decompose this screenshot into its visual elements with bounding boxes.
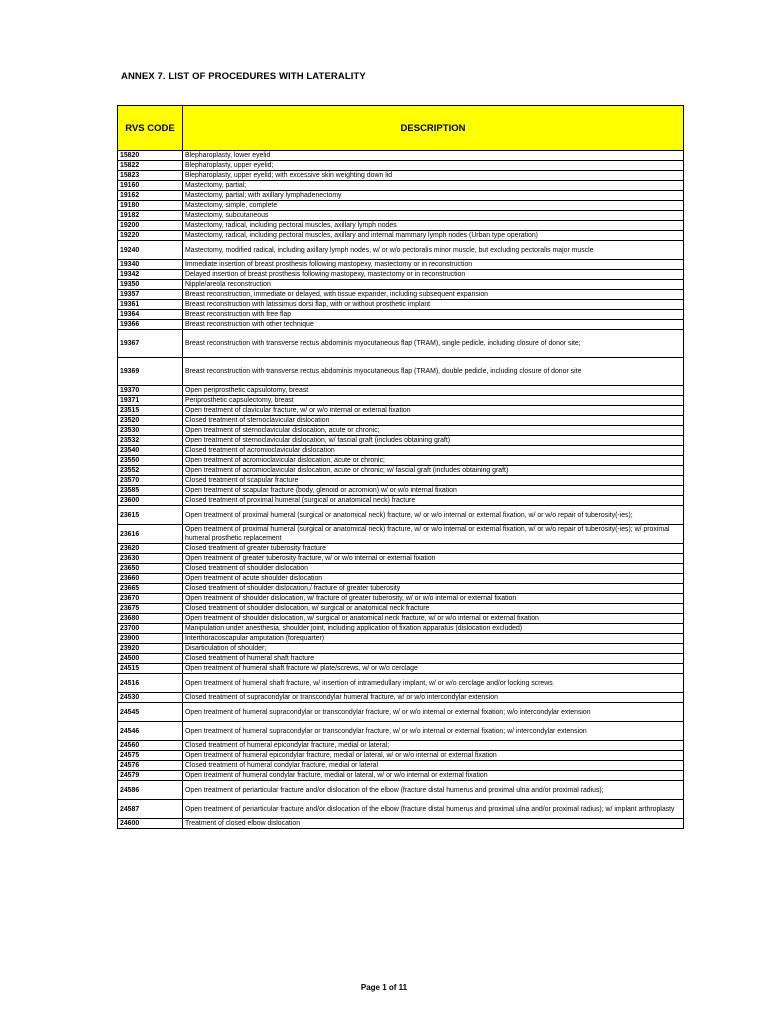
rvs-code-cell: 19180: [118, 201, 183, 211]
rvs-code-cell: 23615: [118, 506, 183, 525]
description-cell: Open treatment of humeral epicondylar fracture, medial or lateral, w/ or w/o internal or external fixation: [183, 751, 684, 761]
table-row: [118, 644, 684, 654]
table-row: [118, 584, 684, 594]
rvs-code-cell: 23900: [118, 634, 183, 644]
rvs-code-cell: 24500: [118, 654, 183, 664]
description-cell: Blepharoplasty, upper eyelid;: [183, 161, 684, 171]
table-row: [118, 486, 684, 496]
description-cell: Interthoracoscapular amputation (forequarter): [183, 634, 684, 644]
rvs-code-cell: 24560: [118, 741, 183, 751]
description-cell: Mastectomy, simple, complete: [183, 201, 684, 211]
table-row: [118, 771, 684, 781]
header-description: DESCRIPTION: [183, 106, 684, 151]
description-cell: Open treatment of periarticular fracture and/or dislocation of the elbow (fracture distal humerus and proximal ulna and/or proximal radius);: [183, 781, 684, 800]
description-cell: Delayed insertion of breast prosthesis following mastopexy, mastectomy or in reconstruction: [183, 270, 684, 280]
table-row: [118, 466, 684, 476]
rvs-code-cell: 19357: [118, 290, 183, 300]
description-cell: Closed treatment of acromioclavicular dislocation: [183, 446, 684, 456]
table-row: [118, 544, 684, 554]
rvs-code-cell: 23532: [118, 436, 183, 446]
table-row: [118, 221, 684, 231]
description-cell: Open treatment of acute shoulder dislocation: [183, 574, 684, 584]
description-cell: Open treatment of humeral supracondylar or transcondylar fracture, w/ or w/o internal or external fixation; w/o intercondylar extension: [183, 703, 684, 722]
page-number: Page 1 of 11: [360, 983, 408, 992]
description-cell: Open treatment of shoulder dislocation, w/ fracture of greater tuberosity, w/ or w/o internal or external fixation: [183, 594, 684, 604]
table-row: [118, 554, 684, 564]
table-row: [118, 231, 684, 241]
description-cell: Mastectomy, radical, including pectoral muscles, axillary lymph nodes: [183, 221, 684, 231]
table-row: [118, 151, 684, 161]
rvs-code-cell: 24516: [118, 674, 183, 693]
rvs-code-cell: 15820: [118, 151, 183, 161]
rvs-code-cell: 24587: [118, 800, 183, 819]
rvs-code-cell: 19200: [118, 221, 183, 231]
description-cell: Periprosthetic capsulectomy, breast: [183, 396, 684, 406]
rvs-code-cell: 23675: [118, 604, 183, 614]
table-row: [118, 456, 684, 466]
description-cell: Breast reconstruction with transverse rectus abdominis myocutaneous flap (TRAM), double pedicle, including closure of donor site: [183, 358, 684, 386]
description-cell: Manipulation under anesthesia, shoulder joint, including application of fixation apparatus (dislocation excluded): [183, 624, 684, 634]
description-cell: Open treatment of sternoclavicular dislocation, acute or chronic;: [183, 426, 684, 436]
description-cell: Open treatment of scapular fracture (body, glenoid or acromion) w/ or w/o internal fixation: [183, 486, 684, 496]
rvs-code-cell: 23680: [118, 614, 183, 624]
rvs-code-cell: 19340: [118, 260, 183, 270]
table-row: [118, 386, 684, 396]
description-cell: Closed treatment of shoulder dislocation: [183, 564, 684, 574]
table-row: [118, 564, 684, 574]
table-row: [118, 426, 684, 436]
description-cell: Open treatment of sternoclavicular dislocation, w/ fascial graft (includes obtaining graft): [183, 436, 684, 446]
table-row: [118, 506, 684, 525]
rvs-code-cell: 23650: [118, 564, 183, 574]
table-row: [118, 614, 684, 624]
rvs-code-cell: 15822: [118, 161, 183, 171]
table-row: [118, 416, 684, 426]
table-row: [118, 290, 684, 300]
rvs-code-cell: 23630: [118, 554, 183, 564]
table-row: [118, 496, 684, 506]
description-cell: Closed treatment of proximal humeral (surgical or anatomical neck) fracture: [183, 496, 684, 506]
rvs-code-cell: 19367: [118, 330, 183, 358]
table-row: [118, 594, 684, 604]
description-cell: Open periprosthetic capsulotomy, breast: [183, 386, 684, 396]
table-row: [118, 664, 684, 674]
description-cell: Breast reconstruction, immediate or delayed, with tissue expander, including subsequent expansion: [183, 290, 684, 300]
rvs-code-cell: 19220: [118, 231, 183, 241]
rvs-code-cell: 23620: [118, 544, 183, 554]
description-cell: Open treatment of acromioclavicular dislocation, acute or chronic; w/ fascial graft (includes obtaining graft): [183, 466, 684, 476]
rvs-code-cell: 23670: [118, 594, 183, 604]
rvs-code-cell: 23600: [118, 496, 183, 506]
table-row: [118, 674, 684, 693]
table-row: [118, 270, 684, 280]
rvs-code-cell: 24545: [118, 703, 183, 722]
table-row: [118, 181, 684, 191]
rvs-code-cell: 24530: [118, 693, 183, 703]
description-cell: Blepharoplasty, upper eyelid; with excessive skin weighting down lid: [183, 171, 684, 181]
rvs-code-cell: 23665: [118, 584, 183, 594]
rvs-code-cell: 23515: [118, 406, 183, 416]
description-cell: Closed treatment of supracondylar or transcondylar humeral fracture, w/ or w/o intercondylar extension: [183, 693, 684, 703]
table-row: [118, 634, 684, 644]
description-cell: Open treatment of greater tuberosity fracture, w/ or w/o internal or external fixation: [183, 554, 684, 564]
description-cell: Breast reconstruction with other technique: [183, 320, 684, 330]
rvs-code-cell: 19182: [118, 211, 183, 221]
description-cell: Blepharoplasty, lower eyelid: [183, 151, 684, 161]
rvs-code-cell: 23520: [118, 416, 183, 426]
header-rvs-code: RVS CODE: [118, 106, 183, 151]
description-cell: Mastectomy, subcutaneous: [183, 211, 684, 221]
table-row: [118, 800, 684, 819]
table-row: [118, 436, 684, 446]
rvs-code-cell: 23570: [118, 476, 183, 486]
rvs-code-cell: 23585: [118, 486, 183, 496]
rvs-code-cell: 19366: [118, 320, 183, 330]
rvs-code-cell: 19364: [118, 310, 183, 320]
table-row: [118, 693, 684, 703]
table-row: [118, 751, 684, 761]
description-cell: Closed treatment of shoulder dislocation, w/ surgical or anatomical neck fracture: [183, 604, 684, 614]
description-cell: Open treatment of acromioclavicular dislocation, acute or chronic;: [183, 456, 684, 466]
table-row: [118, 320, 684, 330]
rvs-code-cell: 19160: [118, 181, 183, 191]
rvs-code-cell: 19162: [118, 191, 183, 201]
rvs-code-cell: 23552: [118, 466, 183, 476]
rvs-code-cell: 23530: [118, 426, 183, 436]
description-cell: Open treatment of periarticular fracture and/or dislocation of the elbow (fracture distal humerus and proximal ulna and/or proximal radius); w/ implant arthroplasty: [183, 800, 684, 819]
table-row: [118, 525, 684, 544]
table-row: [118, 476, 684, 486]
table-row: [118, 201, 684, 211]
table-row: [118, 358, 684, 386]
table-body: [118, 151, 684, 829]
rvs-code-cell: 19361: [118, 300, 183, 310]
table-row: [118, 406, 684, 416]
rvs-code-cell: 19369: [118, 358, 183, 386]
rvs-code-cell: 24600: [118, 819, 183, 829]
rvs-code-cell: 24586: [118, 781, 183, 800]
description-cell: Closed treatment of humeral epicondylar fracture, medial or lateral;: [183, 741, 684, 751]
description-cell: Open treatment of proximal humeral (surgical or anatomical neck) fracture, w/ or w/o internal or external fixation, w/ or w/o repair of tuberosity(-ies);: [183, 506, 684, 525]
description-cell: Treatment of closed elbow dislocation: [183, 819, 684, 829]
description-cell: Open treatment of humeral shaft fracture w/ plate/screws, w/ or w/o cerclage: [183, 664, 684, 674]
description-cell: Open treatment of shoulder dislocation, w/ surgical or anatomical neck fracture, w/ or w/o internal or external fixation: [183, 614, 684, 624]
table-row: [118, 260, 684, 270]
table-row: [118, 446, 684, 456]
description-cell: Open treatment of proximal humeral (surgical or anatomical neck) fracture, w/ or w/o internal or external fixation, w/ or w/o repair of tuberosity(-ies); w/ proximal humeral prosthetic replacement: [183, 525, 684, 544]
description-cell: Closed treatment of sternoclavicular dislocation: [183, 416, 684, 426]
description-cell: Open treatment of humeral shaft fracture, w/ insertion of intramedullary implant, w/ or w/o cerclage and/or locking screws: [183, 674, 684, 693]
table-row: [118, 741, 684, 751]
table-row: [118, 280, 684, 290]
table-row: [118, 819, 684, 829]
rvs-code-cell: 19350: [118, 280, 183, 290]
description-cell: Open treatment of humeral supracondylar or transcondylar fracture, w/ or w/o internal or external fixation; w/ intercondylar extension: [183, 722, 684, 741]
description-cell: Disarticulation of shoulder;: [183, 644, 684, 654]
table-row: [118, 191, 684, 201]
table-row: [118, 604, 684, 614]
rvs-code-cell: 24546: [118, 722, 183, 741]
procedures-table: [117, 105, 684, 829]
table-row: [118, 703, 684, 722]
rvs-code-cell: 19342: [118, 270, 183, 280]
rvs-code-cell: 23700: [118, 624, 183, 634]
description-cell: Breast reconstruction with latissimus dorsi flap, with or without prosthetic implant: [183, 300, 684, 310]
description-cell: Breast reconstruction with free flap: [183, 310, 684, 320]
rvs-code-cell: 19240: [118, 241, 183, 260]
description-cell: Closed treatment of greater tuberosity fracture: [183, 544, 684, 554]
table-row: [118, 761, 684, 771]
description-cell: Open treatment of clavicular fracture, w/ or w/o internal or external fixation: [183, 406, 684, 416]
table-row: [118, 574, 684, 584]
rvs-code-cell: 19371: [118, 396, 183, 406]
description-cell: Closed treatment of humeral condylar fracture, medial or lateral: [183, 761, 684, 771]
description-cell: Mastectomy, partial; with axillary lymphadenectomy: [183, 191, 684, 201]
description-cell: Closed treatment of humeral shaft fracture: [183, 654, 684, 664]
description-cell: Mastectomy, modified radical, including axillary lymph nodes, w/ or w/o pectoralis minor muscle, but excluding pectoralis major muscle: [183, 241, 684, 260]
table-row: [118, 241, 684, 260]
page-title: ANNEX 7. LIST OF PROCEDURES WITH LATERALITY: [121, 71, 366, 82]
table-header: [118, 106, 684, 151]
rvs-code-cell: 24576: [118, 761, 183, 771]
rvs-code-cell: 15823: [118, 171, 183, 181]
description-cell: Closed treatment of shoulder dislocation,/ fracture of greater tuberosity: [183, 584, 684, 594]
table-row: [118, 300, 684, 310]
table-row: [118, 781, 684, 800]
description-cell: Mastectomy, partial;: [183, 181, 684, 191]
table-row: [118, 161, 684, 171]
description-cell: Mastectomy, radical, including pectoral muscles, axillary and internal mammary lymph nodes (Urban type operation): [183, 231, 684, 241]
description-cell: Immediate insertion of breast prosthesis following mastopexy, mastectomy or in reconstruction: [183, 260, 684, 270]
description-cell: Nipple/areola reconstruction: [183, 280, 684, 290]
rvs-code-cell: 23920: [118, 644, 183, 654]
table-row: [118, 330, 684, 358]
rvs-code-cell: 24515: [118, 664, 183, 674]
table-row: [118, 624, 684, 634]
table-row: [118, 654, 684, 664]
table-row: [118, 211, 684, 221]
table-row: [118, 310, 684, 320]
table-row: [118, 171, 684, 181]
rvs-code-cell: 23660: [118, 574, 183, 584]
rvs-code-cell: 23616: [118, 525, 183, 544]
rvs-code-cell: 24575: [118, 751, 183, 761]
rvs-code-cell: 23550: [118, 456, 183, 466]
description-cell: Open treatment of humeral condylar fracture, medial or lateral, w/ or w/o internal or external fixation: [183, 771, 684, 781]
rvs-code-cell: 24579: [118, 771, 183, 781]
description-cell: Breast reconstruction with transverse rectus abdominis myocutaneous flap (TRAM), single pedicle, including closure of donor site;: [183, 330, 684, 358]
description-cell: Closed treatment of scapular fracture: [183, 476, 684, 486]
rvs-code-cell: 23540: [118, 446, 183, 456]
table-row: [118, 396, 684, 406]
rvs-code-cell: 19370: [118, 386, 183, 396]
table-row: [118, 722, 684, 741]
